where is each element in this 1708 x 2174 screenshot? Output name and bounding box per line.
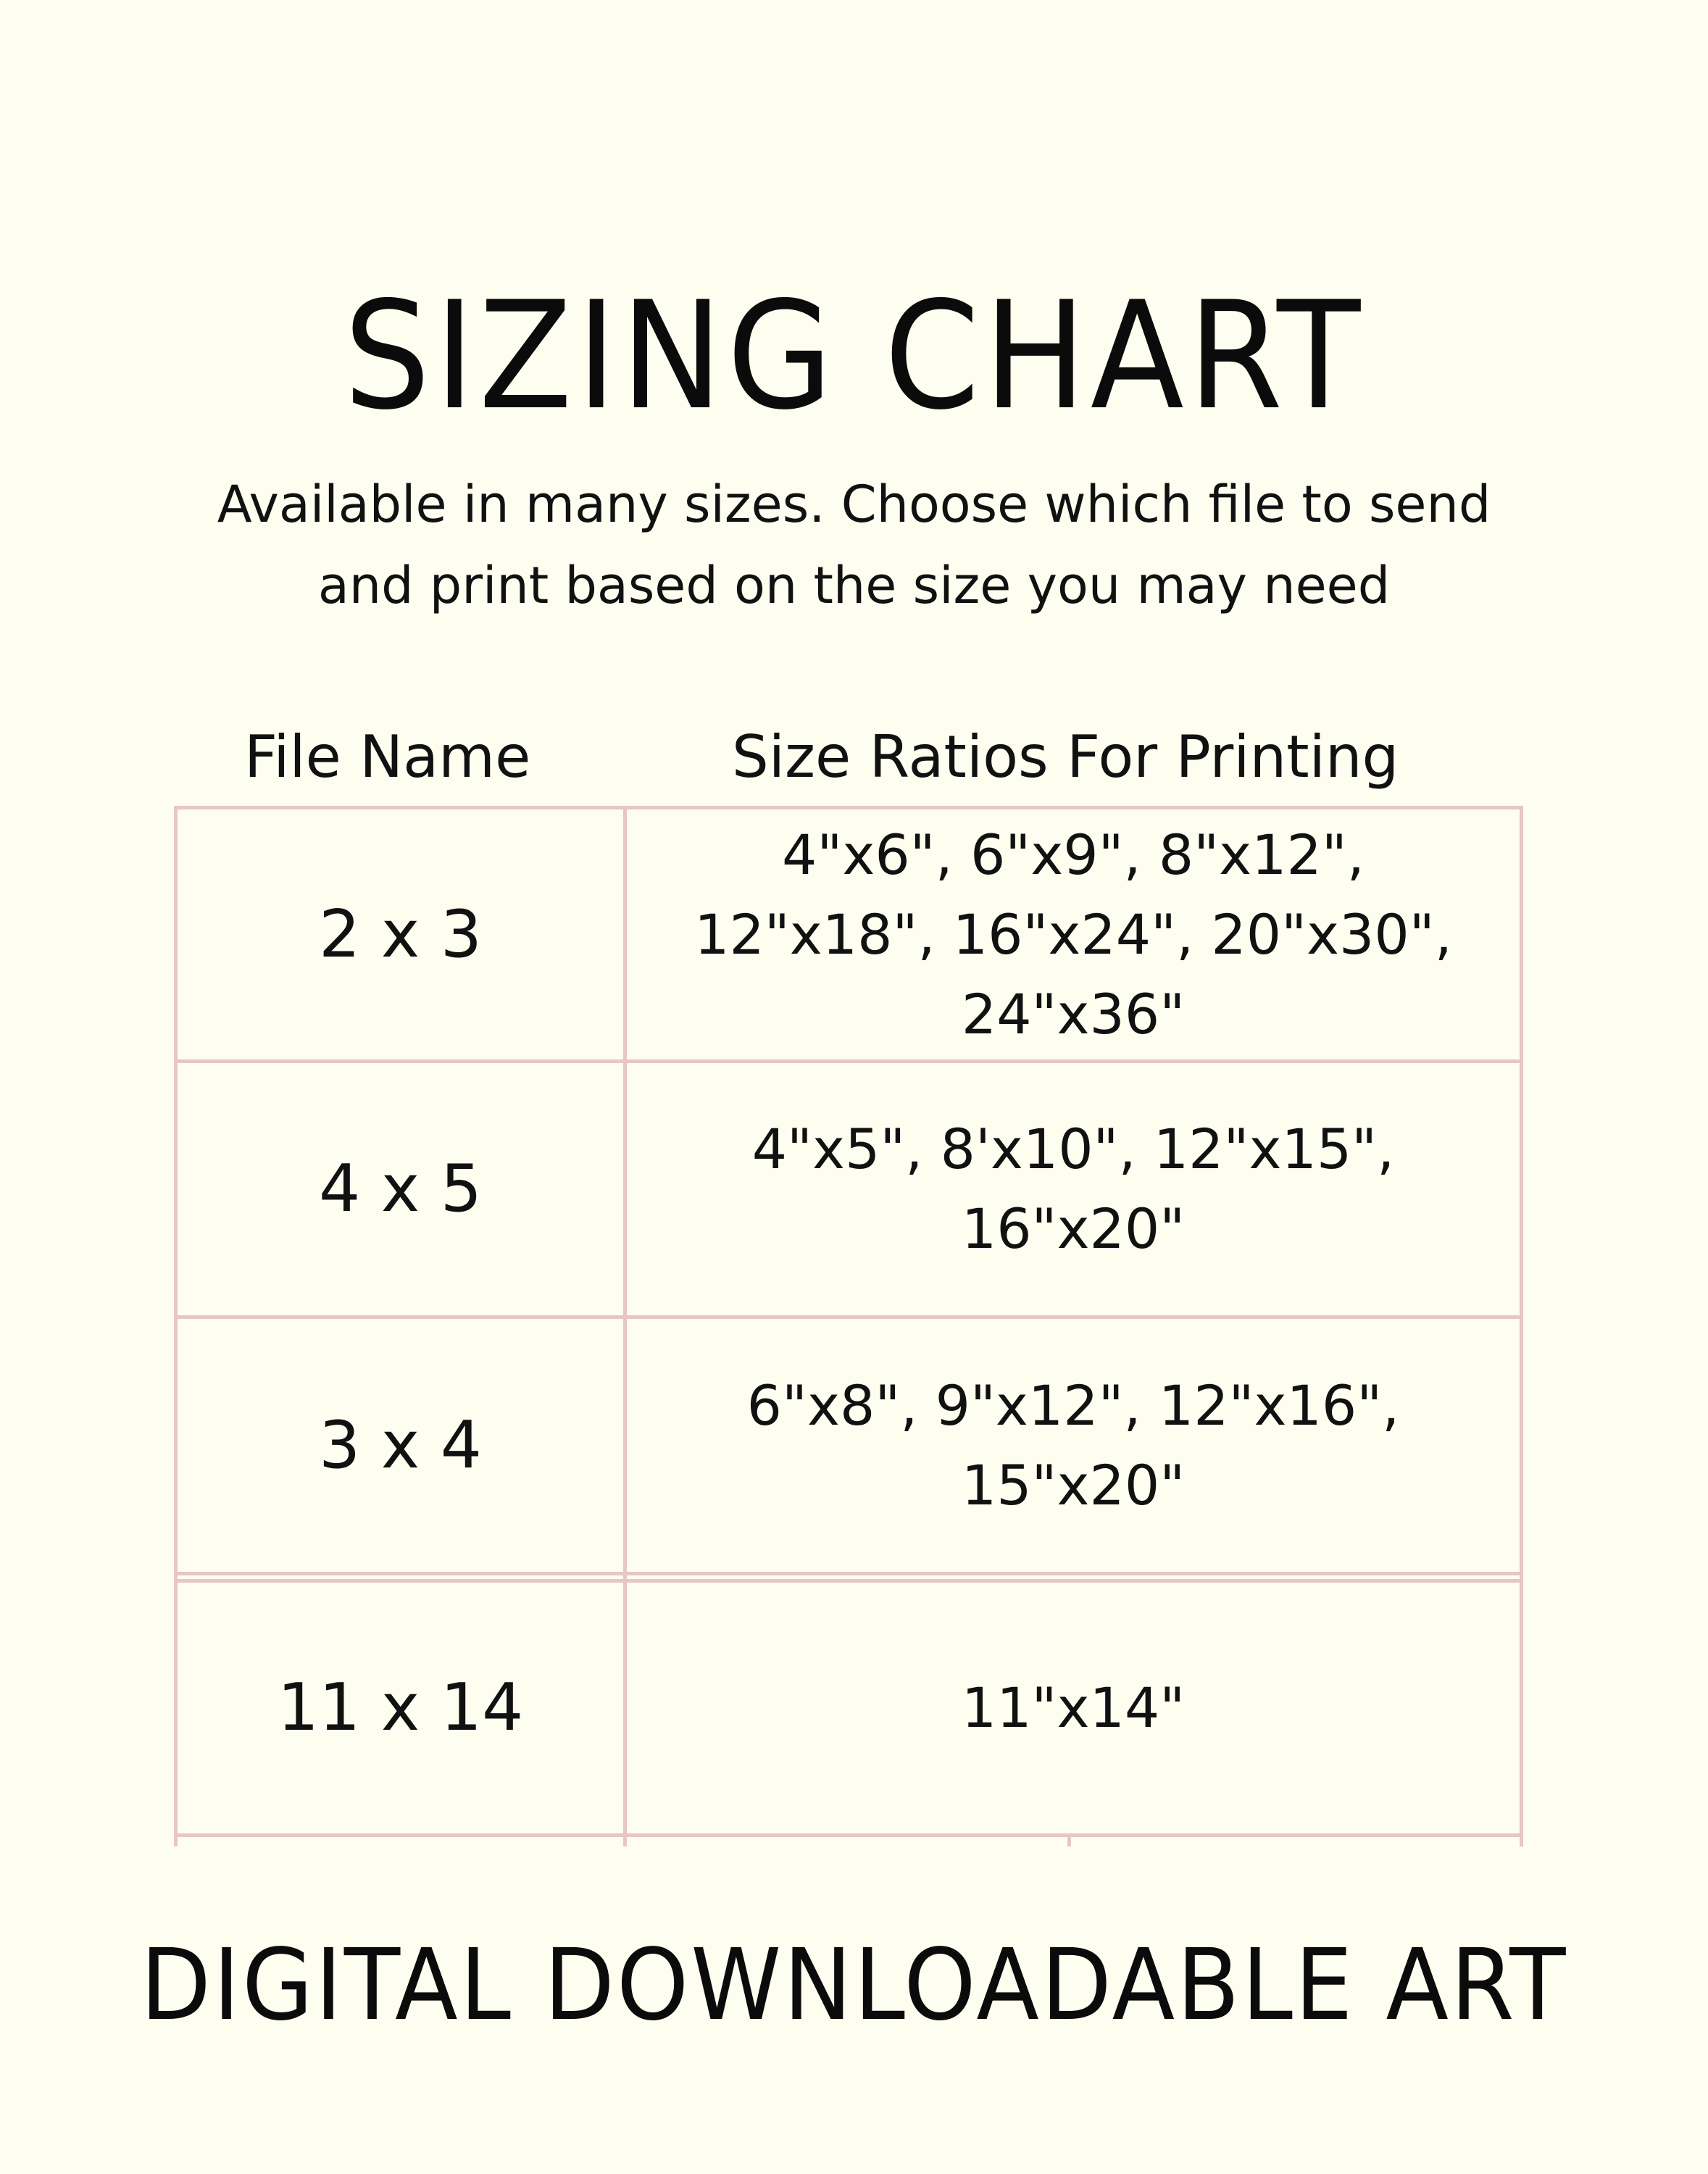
table-row-file-name: 2 x 3: [319, 896, 482, 973]
table-row-file-name: 3 x 4: [319, 1407, 482, 1483]
page-title: SIZING CHART: [343, 270, 1365, 443]
size-ratios-column-header: Size Ratios For Printing: [732, 723, 1399, 791]
table-row-sizes: 6"x8", 9"x12", 12"x16", 15"x20": [746, 1373, 1400, 1517]
table-row-file-name: 4 x 5: [319, 1151, 482, 1227]
row-divider: [174, 1572, 1523, 1575]
sizing-table: [174, 806, 1523, 1846]
table-row-sizes: 4"x6", 6"x9", 8"x12", 12"x18", 16"x24", 20"x30", 24"x36": [694, 822, 1452, 1046]
table-row-sizes: 4"x5", 8'x10", 12"x15", 16"x20": [751, 1117, 1395, 1261]
footer-title: DIGITAL DOWNLOADABLE ART: [140, 1928, 1568, 2043]
file-name-column-header: File Name: [244, 723, 531, 791]
subtitle-text: Available in many sizes. Choose which file to send and print based on the size you may need: [217, 475, 1491, 615]
table-right-border: [1520, 806, 1523, 1846]
table-row-file-name: 11 x 14: [277, 1670, 524, 1746]
table-bottom-border: [174, 1833, 1523, 1837]
table-row-sizes: 11"x14": [961, 1675, 1186, 1740]
